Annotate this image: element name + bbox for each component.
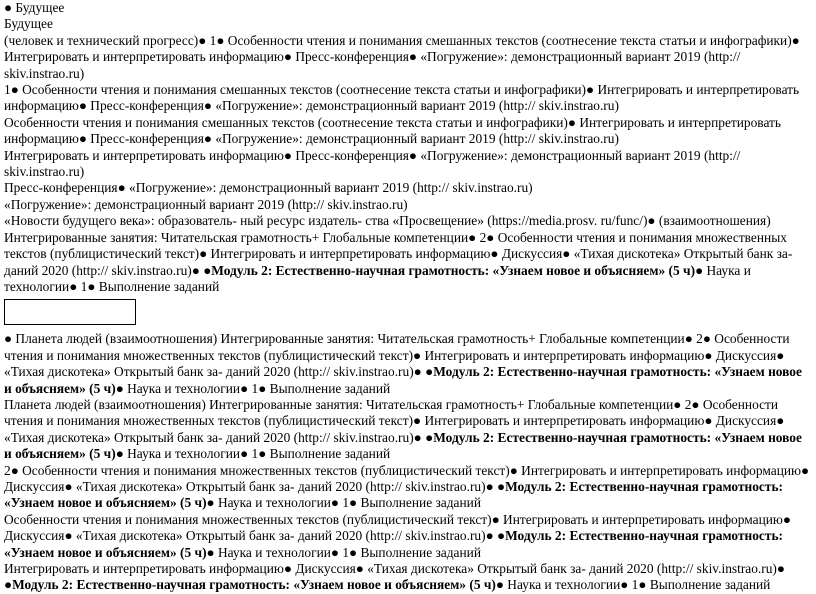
module-heading: ●Модуль 2: Естественно-научная грамотность: «Узнаем новое и объясняем» (5 ч) [4, 429, 802, 462]
paragraph-11 [4, 397, 812, 463]
paragraph-text: Будущее [4, 16, 53, 32]
module-heading: ●Модуль 2: Естественно-научная грамотность: «Узнаем новое и объясняем» (5 ч) [4, 478, 783, 511]
paragraph-text: Особенности чтения и понимания смешанных текстов (соотнесение текста статьи и инфографики)● Интегрировать и интерпретировать информацию● Пресс-конференция● «Погружение»: демонстрационный вариант 2019 (http:// skiv.instrao.ru) [4, 114, 782, 147]
paragraph-text: 2● Особенности чтения и понимания множественных текстов (публицистический текст)● Интегрировать и интерпретировать информацию● Дискуссия● «Тихая дискотека» Открытый банк за- даний 2020 (http:// skiv.instrao.ru)● [4, 462, 810, 494]
module-heading: ●Модуль 2: Естественно-научная грамотность: «Узнаем новое и объясняем» (5 ч) [203, 262, 696, 278]
paragraph-6 [4, 148, 812, 181]
paragraph-text: Интегрировать и интерпретировать информацию● Дискуссия● «Тихая дискотека» Открытый банк за- даний 2020 (http:// skiv.instrao.ru)● [4, 561, 785, 576]
empty-table-cell [4, 299, 136, 325]
paragraph-text: ● Планета людей (взаимоотношения) Интегрированные занятия: Читательская грамотность+ Глобальные компетенции● 2● Особенности чтения и понимания множественных текстов (публицистический текст)● Интегрировать и интерпретировать информацию● Дискуссия● «Тихая дискотека» Открытый банк за- даний 2020 (http:// skiv.instrao.ru)● [4, 331, 790, 380]
paragraph-text: 1● Особенности чтения и понимания смешанных текстов (соотнесение текста статьи и инфографики)● Интегрировать и интерпретировать информацию● Пресс-конференция● «Погружение»: демонстрационный вариант 2019 (http:// skiv.instrao.ru) [4, 82, 800, 114]
paragraph-10 [4, 331, 812, 397]
module-heading: ●Модуль 2: Естественно-научная грамотность: «Узнаем новое и объясняем» (5 ч) [4, 528, 783, 560]
paragraph-text: ● Наука и технологии● 1● Выполнение заданий [206, 495, 481, 511]
paragraph-text: (человек и технический прогресс)● 1● Особенности чтения и понимания смешанных текстов (соотнесение текста статьи и инфографики)● Интегрировать и интерпретировать информацию● Пресс-конференция● «Погружение»: демонстрационный вариант 2019 (http:// skiv.instrao.ru) [4, 32, 800, 81]
module-heading: ●Модуль 2: Естественно-научная грамотность: «Узнаем новое и объясняем» (5 ч) [4, 364, 802, 396]
paragraph-3 [4, 33, 812, 82]
paragraph-13 [4, 512, 812, 561]
paragraph-12 [4, 463, 812, 512]
paragraph-text: Планета людей (взаимоотношения) Интегрированные занятия: Читательская грамотность+ Глобальные компетенции● 2● Особенности чтения и понимания множественных текстов (публицистический текст)● Интегрировать и интерпретировать информацию● Дискуссия● «Тихая дискотека» Открытый банк за- даний 2020 (http:// skiv.instrao.ru)● [4, 396, 785, 445]
paragraph-text: ● Наука и технологии● 1● Выполнение заданий [115, 380, 391, 396]
paragraph-1 [4, 0, 812, 16]
paragraph-9 [4, 213, 812, 295]
paragraph-2 [4, 16, 812, 32]
module-heading: ●Модуль 2: Естественно-научная грамотность: «Узнаем новое и объясняем» (5 ч) [4, 577, 496, 593]
paragraph-text: ● Наука и технологии● 1● Выполнение заданий [4, 262, 751, 294]
paragraph-text: «Погружение»: демонстрационный вариант 2019 (http:// skiv.instrao.ru) [4, 196, 408, 212]
paragraph-text: Особенности чтения и понимания множественных текстов (публицистический текст)● Интегрировать и интерпретировать информацию● Дискуссия● «Тихая дискотека» Открытый банк за- даний 2020 (http:// skiv.instrao.ru)● [4, 511, 791, 544]
paragraph-text: Интегрировать и интерпретировать информацию● Пресс-конференция● «Погружение»: демонстрационный вариант 2019 (http:// skiv.instrao.ru) [4, 147, 741, 180]
paragraph-7 [4, 180, 812, 196]
paragraph-4 [4, 82, 812, 115]
paragraph-text: Пресс-конференция● «Погружение»: демонстрационный вариант 2019 (http:// skiv.instrao.ru) [4, 180, 533, 196]
paragraph-text: ● Будущее [4, 0, 65, 15]
paragraph-5 [4, 115, 812, 148]
paragraph-text: ● Наука и технологии● 1● Выполнение заданий [206, 544, 481, 560]
paragraph-8 [4, 197, 812, 213]
paragraph-text: ● Наука и технологии● 1● Выполнение заданий [495, 577, 771, 593]
paragraph-14 [4, 561, 812, 594]
paragraph-text: ● Наука и технологии● 1● Выполнение заданий [115, 446, 391, 462]
paragraph-text: «Новости будущего века»: образователь- ный ресурс издатель- ства «Просвещение» (https://media.prosv. ru/func/)● (взаимоотношения) Интегрированные занятия: Читательская грамотность+ Глобальные компетенции● 2● Особенности чтения и понимания множественных текстов (публицистический текст)● Интегрировать и интерпретировать информацию● Дискуссия● «Тихая дискотека» Открытый банк за- даний 2020 (http:// skiv.instrao.ru)● [4, 213, 793, 278]
